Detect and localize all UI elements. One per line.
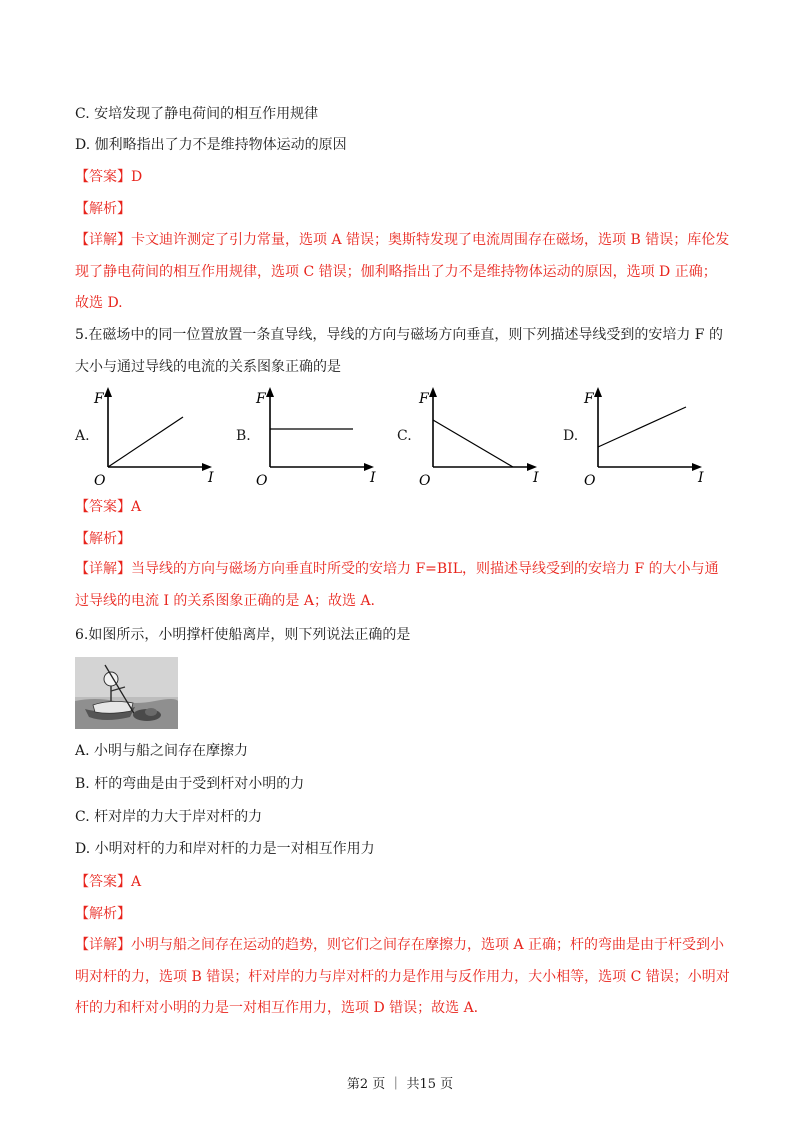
q5-graph-c-x-label: I (533, 470, 539, 486)
q5-detail: 【详解】当导线的方向与磁场方向垂直时所受的安培力 F=BIL，则描述导线受到的安培力 F 的大小与通过导线的电流 I 的关系图象正确的是 A；故选 A. (75, 561, 719, 609)
q6-option-a: A. 小明与船之间存在摩擦力 (75, 743, 249, 759)
q6-option-b: B. 杆的弯曲是由于受到杆对小明的力 (75, 776, 305, 792)
q5-graph-b-origin: O (256, 473, 268, 489)
q5-graph-a-origin: O (94, 473, 106, 489)
q5-graph-d-x-label: I (698, 470, 704, 486)
q4-option-c: C. 安培发现了静电荷间的相互作用规律 (75, 106, 319, 122)
q5-graph-b (250, 385, 395, 490)
q5-option-d-label: D. (563, 428, 579, 444)
q5-stem: 5.在磁场中的同一位置放置一条直导线，导线的方向与磁场方向垂直，则下列描述导线受到的安培力 F 的大小与通过导线的电流的关系图象正确的是 (75, 327, 723, 375)
q5-graph-b-x-label: I (370, 470, 376, 486)
q4-answer: 【答案】D (75, 169, 143, 185)
q5-graph-d (578, 385, 723, 490)
q5-option-b-label: B. (236, 428, 251, 444)
q6-stem: 6.如图所示，小明撑杆使船离岸，则下列说法正确的是 (75, 627, 411, 643)
q4-detail: 【详解】卡文迪许测定了引力常量，选项 A 错误；奥斯特发现了电流周围存在磁场，选项 B 错误；库伦发现了静电荷间的相互作用规律，选项 C 错误；伽利略指出了力不是维持物体运动的原因，选项 D 正确；故选 D. (75, 232, 730, 311)
q5-graph-a (88, 385, 233, 490)
q5-analysis-heading: 【解析】 (75, 531, 131, 547)
boat-pole-illustration-icon (75, 657, 178, 729)
q4-analysis-heading: 【解析】 (75, 201, 131, 217)
q5-graph-c-origin: O (419, 473, 431, 489)
q5-answer: 【答案】A (75, 499, 142, 515)
q4-option-d: D. 伽利略指出了力不是维持物体运动的原因 (75, 137, 347, 153)
q5-option-c-label: C. (397, 428, 412, 444)
q6-option-c: C. 杆对岸的力大于岸对杆的力 (75, 809, 263, 825)
q5-graph-d-y-label: F (584, 391, 594, 407)
q6-analysis-heading: 【解析】 (75, 906, 131, 922)
page-footer: 第2 页 ｜ 共15 页 (346, 1077, 454, 1092)
q5-graph-c (413, 385, 558, 490)
q5-graph-d-origin: O (584, 473, 596, 489)
q6-detail: 【详解】小明与船之间存在运动的趋势，则它们之间存在摩擦力，选项 A 正确；杆的弯曲是由于杆受到小明对杆的力，选项 B 错误；杆对岸的力与岸对杆的力是作用与反作用力，大小相等，选项 C 错误；小明对杆的力和杆对小明的力是一对相互作用力，选项 D 错误；故选 A. (75, 937, 730, 1016)
q6-answer: 【答案】A (75, 874, 142, 890)
q5-option-a-label: A. (75, 428, 90, 444)
q5-graph-a-x-label: I (208, 470, 214, 486)
q5-graph-a-y-label: F (94, 391, 104, 407)
q6-option-d: D. 小明对杆的力和岸对杆的力是一对相互作用力 (75, 841, 375, 857)
q5-graph-b-y-label: F (256, 391, 266, 407)
q5-graph-c-y-label: F (419, 391, 429, 407)
